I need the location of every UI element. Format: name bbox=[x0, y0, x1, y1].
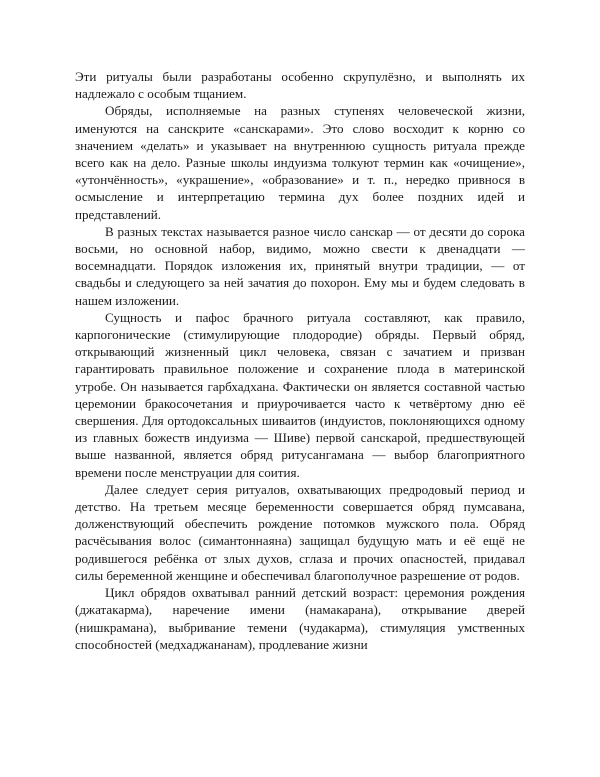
paragraph-2: Обряды, исполняемые на разных ступенях человеческой жизни, именуются на санскрите «санскарами». Это слово восходит к корню со значением «делать» и указывает на внутреннюю сущность ритуала прежде всего как на дело. Разные школы индуизма толкуют термин как «очищение», «утончённость», «украшение», «образование» и т. п., нередко привнося в осмысление и интерпретацию термина дух более поздних идей и представлений. bbox=[75, 103, 525, 222]
paragraph-3: В разных текстах называется разное число санскар — от десяти до сорока восьми, но основной набор, видимо, можно свести к двенадцати — восемнадцати. Порядок изложения их, принятый внутри традиции, — от свадьбы и следующего за ней зачатия до похорон. Ему мы и будем следовать в нашем изложении. bbox=[75, 223, 525, 308]
document-page bbox=[75, 68, 525, 653]
paragraph-1: Эти ритуалы были разработаны особенно скрупулёзно, и выполнять их надлежало с особым тщанием. bbox=[75, 69, 525, 102]
paragraph-5: Далее следует серия ритуалов, охватывающих предродовый период и детство. На третьем месяце беременности совершается обряд пумсавана, долженствующий обеспечить рождение потомков мужского пола. Обряд расчёсывания волос (симантоннаяна) защищал будущую мать и её ещё не родившегося ребёнка от злых духов, сглаза и прочих опасностей, придавал силы беременной женщине и обеспечивал благополучное разрешение от родов. bbox=[75, 481, 525, 583]
paragraph-6: Цикл обрядов охватывал ранний детский возраст: церемония рождения (джатакарма), наречение имени (намакарана), открывание дверей (нишкрамана), выбривание темени (чудакарма), стимуляция умственных способностей (медхаджананам), продлевание жизни bbox=[75, 585, 525, 652]
paragraph-4: Сущность и пафос брачного ритуала составляют, как правило, карпогонические (стимулирующие плодородие) обряды. Первый обряд, открывающий жизненный цикл человека, связан с зачатием и призван гарантировать правильное положение и сохранение плода в материнской утробе. Он называется гарбхадхана. Фактически он является составной частью церемонии бракосочетания и приурочивается часто к четвёртому дню её свершения. Для ортодоксальных шиваитов (индуистов, поклоняющихся одному из главных божеств индуизма — Шиве) первой санскарой, предшествующей выше названной, является обряд ритусангамана — выбор благоприятного времени после менструации для соития. bbox=[75, 309, 525, 480]
